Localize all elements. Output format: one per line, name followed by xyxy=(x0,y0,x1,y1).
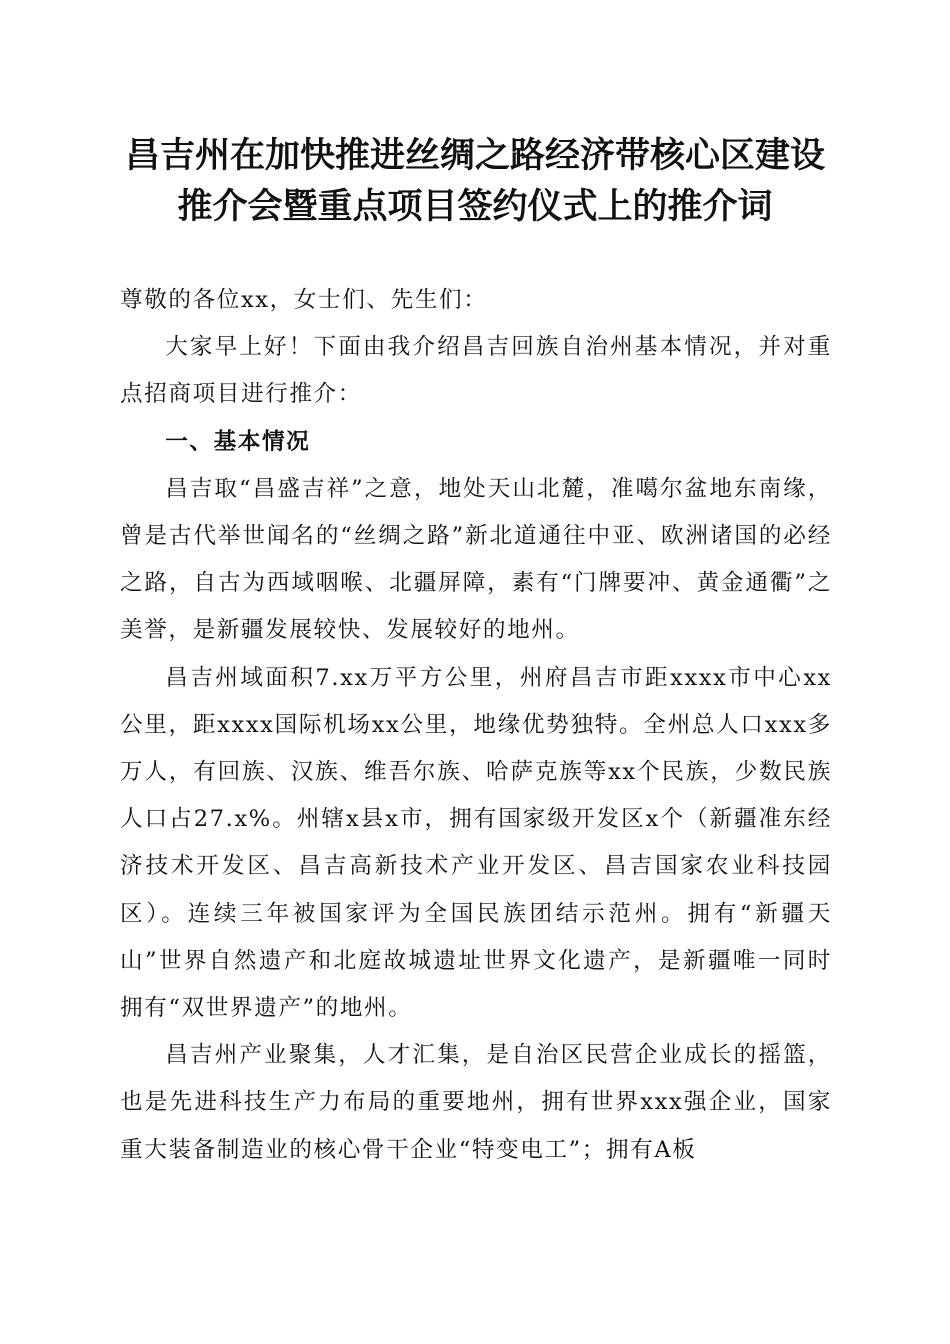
paragraph-industry: 昌吉州产业聚集，人才汇集，是自治区民营企业成长的摇篮，也是先进科技生产力布局的重要地州，拥有世界xxx强企业，国家重大装备制造业的核心骨干企业“特变电工”；拥有A板 xyxy=(120,1042,832,1163)
salutation: 尊敬的各位xx，女士们、先生们： xyxy=(120,287,488,313)
document-title-line-2: 推介会暨重点项目签约仪式上的推介词 xyxy=(177,186,773,227)
document-title-line-1: 昌吉州在加快推进丝绸之路经济带核心区建设 xyxy=(124,135,825,176)
document-body xyxy=(120,277,832,1174)
paragraph-greeting: 大家早上好！下面由我介绍昌吉回族自治州基本情况，并对重点招商项目进行推介： xyxy=(120,334,832,408)
paragraph-history: 昌吉取“昌盛吉祥”之意，地处天山北麓，准噶尔盆地东南缘，曾是古代举世闻名的“丝绸之路”新北道通往中亚、欧洲诸国的必经之路，自古为西域咽喉、北疆屏障，素有“门牌要冲、黄金通衢”之美誉，是新疆发展较快、发展较好的地州。 xyxy=(120,475,832,644)
paragraph-geography-population: 昌吉州域面积7.xx万平方公里，州府昌吉市距xxxx市中心xx公里，距xxxx国际机场xx公里，地缘优势独特。全州总人口xxx多万人，有回族、汉族、维吾尔族、哈萨克族等xx个民族，少数民族人口占27.x%。州辖x县x市，拥有国家级开发区x个（新疆准东经济技术开发区、昌吉高新技术产业开发区、昌吉国家农业科技园区）。连续三年被国家评为全国民族团结示范州。拥有“新疆天山”世界自然遗产和北庭故城遗址世界文化遗产，是新疆唯一同时拥有“双世界遗产”的地州。 xyxy=(120,664,832,1022)
section-heading-basic-info: 一、基本情况 xyxy=(165,428,311,455)
